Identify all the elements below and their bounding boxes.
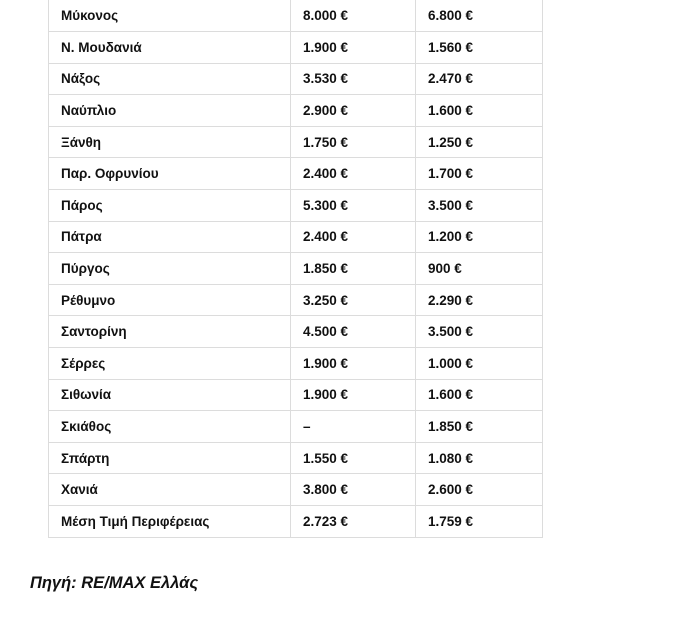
price-cell-1: 3.250 € [291,284,416,316]
area-cell: Πάτρα [49,221,291,253]
area-cell: Νάξος [49,63,291,95]
price-cell-1: 1.750 € [291,126,416,158]
price-cell-1: 1.850 € [291,253,416,285]
price-cell-2: 1.250 € [416,126,543,158]
price-cell-1: 3.530 € [291,63,416,95]
price-cell-1: 1.900 € [291,379,416,411]
table-row [49,411,543,443]
price-cell-2: 3.500 € [416,316,543,348]
price-cell-2: 1.850 € [416,411,543,443]
area-cell: Ρέθυμνο [49,284,291,316]
price-cell-2: 900 € [416,253,543,285]
table-row [49,0,543,32]
area-cell: Ναύπλιο [49,95,291,127]
price-table [48,0,543,538]
price-cell-1: 1.900 € [291,32,416,64]
price-cell-1: 2.900 € [291,95,416,127]
area-cell: Πύργος [49,253,291,285]
price-cell-2: 1.700 € [416,158,543,190]
table-row [49,158,543,190]
table-row [49,126,543,158]
price-cell-2: 2.470 € [416,63,543,95]
price-cell-1: 2.400 € [291,221,416,253]
price-cell-1: 3.800 € [291,474,416,506]
area-cell: Σπάρτη [49,442,291,474]
price-cell-2: 1.000 € [416,348,543,380]
price-cell-2: 1.600 € [416,379,543,411]
price-cell-1: 2.723 € [291,506,416,538]
table-row [49,284,543,316]
price-cell-2: 1.600 € [416,95,543,127]
table-row [49,32,543,64]
area-cell: Ν. Μουδανιά [49,32,291,64]
area-cell: Ξάνθη [49,126,291,158]
area-cell: Σκιάθος [49,411,291,443]
price-cell-2: 1.560 € [416,32,543,64]
price-cell-2: 2.600 € [416,474,543,506]
price-cell-1: 2.400 € [291,158,416,190]
area-cell: Παρ. Οφρυνίου [49,158,291,190]
table-row [49,316,543,348]
table-row [49,221,543,253]
price-cell-1: 1.900 € [291,348,416,380]
table-row [49,253,543,285]
table-row [49,95,543,127]
table-row [49,474,543,506]
price-cell-1: 1.550 € [291,442,416,474]
table-row [49,348,543,380]
area-cell: Χανιά [49,474,291,506]
table-row [49,379,543,411]
price-cell-2: 3.500 € [416,190,543,222]
table-row [49,63,543,95]
price-cell-2: 6.800 € [416,0,543,32]
table-row [49,506,543,538]
table-row [49,442,543,474]
area-cell: Μέση Τιμή Περιφέρειας [49,506,291,538]
price-cell-1: – [291,411,416,443]
area-cell: Σέρρες [49,348,291,380]
table-row [49,190,543,222]
area-cell: Σαντορίνη [49,316,291,348]
price-cell-2: 1.200 € [416,221,543,253]
area-cell: Πάρος [49,190,291,222]
source-caption: Πηγή: RE/MAX Ελλάς [30,574,199,592]
price-cell-1: 8.000 € [291,0,416,32]
price-cell-1: 5.300 € [291,190,416,222]
area-cell: Μύκονος [49,0,291,32]
area-cell: Σιθωνία [49,379,291,411]
price-cell-2: 2.290 € [416,284,543,316]
price-cell-1: 4.500 € [291,316,416,348]
price-cell-2: 1.759 € [416,506,543,538]
price-cell-2: 1.080 € [416,442,543,474]
